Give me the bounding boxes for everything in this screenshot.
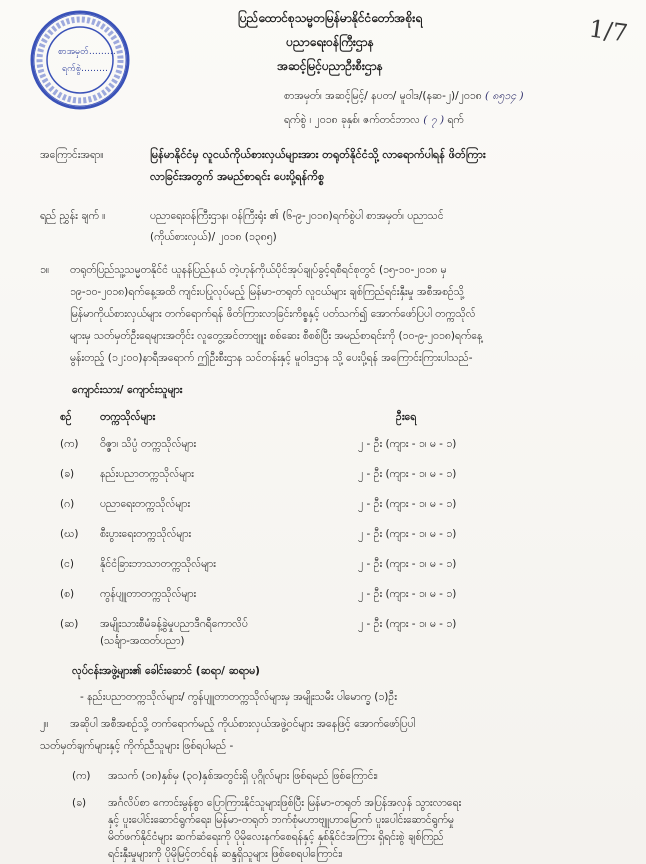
header-ministry: ပညာရေးဝန်ကြီးဌာန: [286, 35, 374, 49]
row-index: (ဂ): [60, 498, 75, 510]
row-count: ၂ - ဦး (ကျား - ၁၊ မ - ၁): [358, 618, 457, 630]
row-count: ၂ - ဦး (ကျား - ၁၊ မ - ၁): [358, 528, 457, 540]
letter-number-text: စာအမှတ်၊ အဆင့်မြင့်/ နပတ/ မူဝါဒ/(နဆ-၂)/၂၀၁၈: [284, 90, 482, 102]
para2-line: အဆိုပါ အစီအစဉ်သို့ တက်ရောက်မည့် ကိုယ်စားလှယ်အဖွဲ့ဝင်များ အနေဖြင့် အောက်ဖော်ပြပါ: [70, 718, 416, 730]
col-count-header: ဦးရေ: [396, 411, 417, 423]
letter-date-prefix: ရက်စွဲ ၊ ၂၀၁၈ ခုနှစ်၊ ဇက်တင်ဘာလ: [284, 114, 420, 126]
table-row: [60, 497, 620, 517]
criterion-line: ရင်းနှီးမှုများကို ပိုမိုမြင့်တင်ရန် ဆန္ဒရှိသူများ ဖြစ်စေရပါကြောင်း၊: [108, 848, 343, 860]
criterion-line: မိတ်ဖက်နိုင်ငံများ ဆက်ဆံရေးကို ပိုမိုလေးနက်စေရန်နှင့် နှစ်နိုင်ငံအကြား ရှိရင်းစွဲ ချစ်ကြည်: [108, 831, 444, 843]
official-seal: [28, 8, 132, 112]
header-government: ပြည်ထောင်စုသမ္မတမြန်မာနိုင်ငံတော်အစိုးရ: [237, 11, 423, 25]
letter-number: [284, 89, 624, 104]
para1-line: များမှ သတ်မှတ်ဦးရေများအတိုင်း လူတွေ့အင်တာဗျူး စစ်ဆေး စီစစ်ပြီး အမည်စာရင်းကို (၁၀-၉-၂၀၁၈)ရက်နေ့: [70, 330, 483, 342]
row-university: ဝိဇ္ဇာ၊ သိပ္ပံ တက္ကသိုလ်များ: [100, 438, 197, 450]
letter-date-handwritten: ( ၇ ): [423, 114, 445, 126]
seal-line-number: စာအမှတ်………: [58, 47, 116, 57]
criterion-line: အင်္ဂလိပ်စာ ကောင်းမွန်စွာ ပြောကြားနိုင်သူများဖြစ်ပြီး မြန်မာ-တရုတ် အပြန်အလှန် သွားလာရေး: [108, 797, 462, 809]
reference-line-1: ပညာရေးဝန်ကြီးဌာန၊ ဝန်ကြီးရုံး ၏ (၆-၉-၂၀၁၈)ရက်စွဲပါ စာအမှတ်၊ ပညာသင်: [150, 210, 444, 222]
row-count: ၂ - ဦး (ကျား - ၁၊ မ - ၁): [358, 588, 457, 600]
col-number-header: စဉ်: [60, 411, 72, 423]
row-university: စီးပွားရေးတက္ကသိုလ်များ: [100, 528, 192, 540]
row-count: ၂ - ဦး (ကျား - ၁၊ မ - ၁): [358, 498, 457, 510]
col-university-header: တက္ကသိုလ်များ: [100, 411, 156, 423]
table-row: [60, 527, 620, 547]
para1-line: မြန်မာကိုယ်စားလှယ်များ တက်ရောက်ရန် ဖိတ်ကြားလာခြင်းကိစ္စနှင့် ပတ်သက်၍ အောက်ဖော်ပြပါ တက္ကသိုလ်: [70, 308, 476, 320]
row-count: ၂ - ဦး (ကျား - ၁၊ မ - ၁): [358, 438, 457, 450]
students-heading: ကျောင်းသား/ ကျောင်းသူများ: [72, 384, 183, 396]
para1-number: ၁။: [40, 264, 50, 276]
leaders-heading: လုပ်ငန်းအဖွဲ့များ၏ ခေါင်းဆောင် (ဆရာ/ ဆရာမ): [72, 665, 260, 677]
row-university: ကွန်ပျူတာတက္ကသိုလ်များ: [100, 588, 197, 600]
subject-label: အကြောင်းအရာ။: [40, 149, 104, 161]
table-row: [60, 617, 620, 655]
row-index: (စ): [60, 588, 75, 600]
row-university: နိုင်ငံခြားဘာသာတက္ကသိုလ်များ: [100, 558, 216, 570]
row-index: (က): [60, 438, 79, 450]
letter-date-suffix: ရက်: [447, 114, 464, 126]
para1-line: မွန်းတည့် (၁၂:၀၀)နာရီအရောက် ဤဦးစီးဌာန သင်တန်းနှင့် မူဝါဒဌာန သို့ ပေးပို့ရန် အကြောင်းကြားပါသည်-: [70, 352, 473, 364]
table-header: [60, 410, 620, 430]
row-index: (ဆ): [60, 618, 79, 630]
reference-label: ရည် ညွှန်း ချက် ။: [40, 210, 106, 222]
row-university-subtitle: (သင်္ချာ-အထတ်ပညာ): [100, 635, 185, 647]
para1-line: ၁၉-၁၀-၂၀၁၈)ရက်နေ့အထိ ကျင်းပပြုလုပ်မည့် မြန်မာ-တရုတ် လူငယ်များ ချစ်ကြည်ရင်းနှီးမှု အစီအစဉ်သို့: [70, 286, 464, 298]
criterion-index: (ခ): [72, 797, 87, 809]
row-university: ပညာရေးတက္ကသိုလ်များ: [100, 498, 190, 510]
subject-line-1: မြန်မာနိုင်ငံမှ လူငယ်ကိုယ်စားလှယ်များအား တရုတ်နိုင်ငံသို့ လာရောက်ပါရန် ဖိတ်ကြား: [150, 148, 486, 161]
reference-line-2: (ကိုယ်စားလှယ်)/ ၂၀၁၈ (၁၃၈၅): [150, 231, 277, 243]
table-row: [60, 467, 620, 487]
page-number-handwritten: 1/7: [587, 14, 630, 48]
header-department: အဆင့်မြင့်ပညာဦးစီးဌာန: [277, 59, 383, 73]
para2-number: ၂။: [40, 718, 49, 730]
seal-ring-icon: [28, 8, 132, 112]
table-row: [60, 437, 620, 457]
row-university: အမျိုးသားစီမံခန့်ခွဲမှုပညာဒီဂရီကောလိပ်: [100, 618, 248, 630]
row-index: (ဃ): [60, 528, 79, 540]
subject-line-2: လာခြင်းအတွက် အမည်စာရင်း ပေးပို့ရန်ကိစ္စ: [150, 170, 325, 183]
seal-line-date: ရက်စွဲ………: [62, 64, 109, 74]
criterion-index: (က): [72, 770, 91, 782]
row-count: ၂ - ဦး (ကျား - ၁၊ မ - ၁): [358, 558, 457, 570]
table-row: [60, 587, 620, 607]
para1-line: တရုတ်ပြည်သူ့သမ္မတနိုင်ငံ ယူနန်ပြည်နယ် တဲ့ဟုန်ကိုယ်ပိုင်အုပ်ချုပ်ခွင့်ရစီရင်စုတွင် (၁၅-၁၀-၂၀၁၈ မှ: [70, 264, 447, 276]
row-index: (င): [60, 558, 75, 570]
letter-date: [284, 113, 624, 128]
row-index: (ခ): [60, 468, 75, 480]
leaders-item: - နည်းပညာတက္ကသိုလ်များ/ ကွန်ပျူတာတက္ကသိုလ်များမှ အမျိုးသမီး ပါမောက္ခ (၁)ဦး: [80, 691, 397, 703]
table-row: [60, 557, 620, 577]
para2-line: သတ်မှတ်ချက်များနှင့် ကိုက်ညီသူများ ဖြစ်ရပါမည် -: [40, 740, 234, 752]
criterion-line: အသက် (၁၈)နှစ်မှ (၃၀)နှစ်အတွင်းရှိ ပုဂ္ဂိုလ်များ ဖြစ်ရမည် ဖြစ်ကြောင်း၊: [108, 770, 378, 782]
row-count: ၂ - ဦး (ကျား - ၁၊ မ - ၁): [358, 468, 457, 480]
row-university: နည်းပညာတက္ကသိုလ်များ: [100, 468, 194, 480]
criterion-line: နှင့် ပူးပေါင်းဆောင်ရွက်ရေး၊ မြန်မာ-တရုတ် ဘက်စုံမဟာဗျူဟာမြောက် ပူးပေါင်းဆောင်ရွက်မှု: [108, 814, 454, 826]
letter-number-handwritten: ( ၈၅၁၄ ): [484, 90, 524, 102]
